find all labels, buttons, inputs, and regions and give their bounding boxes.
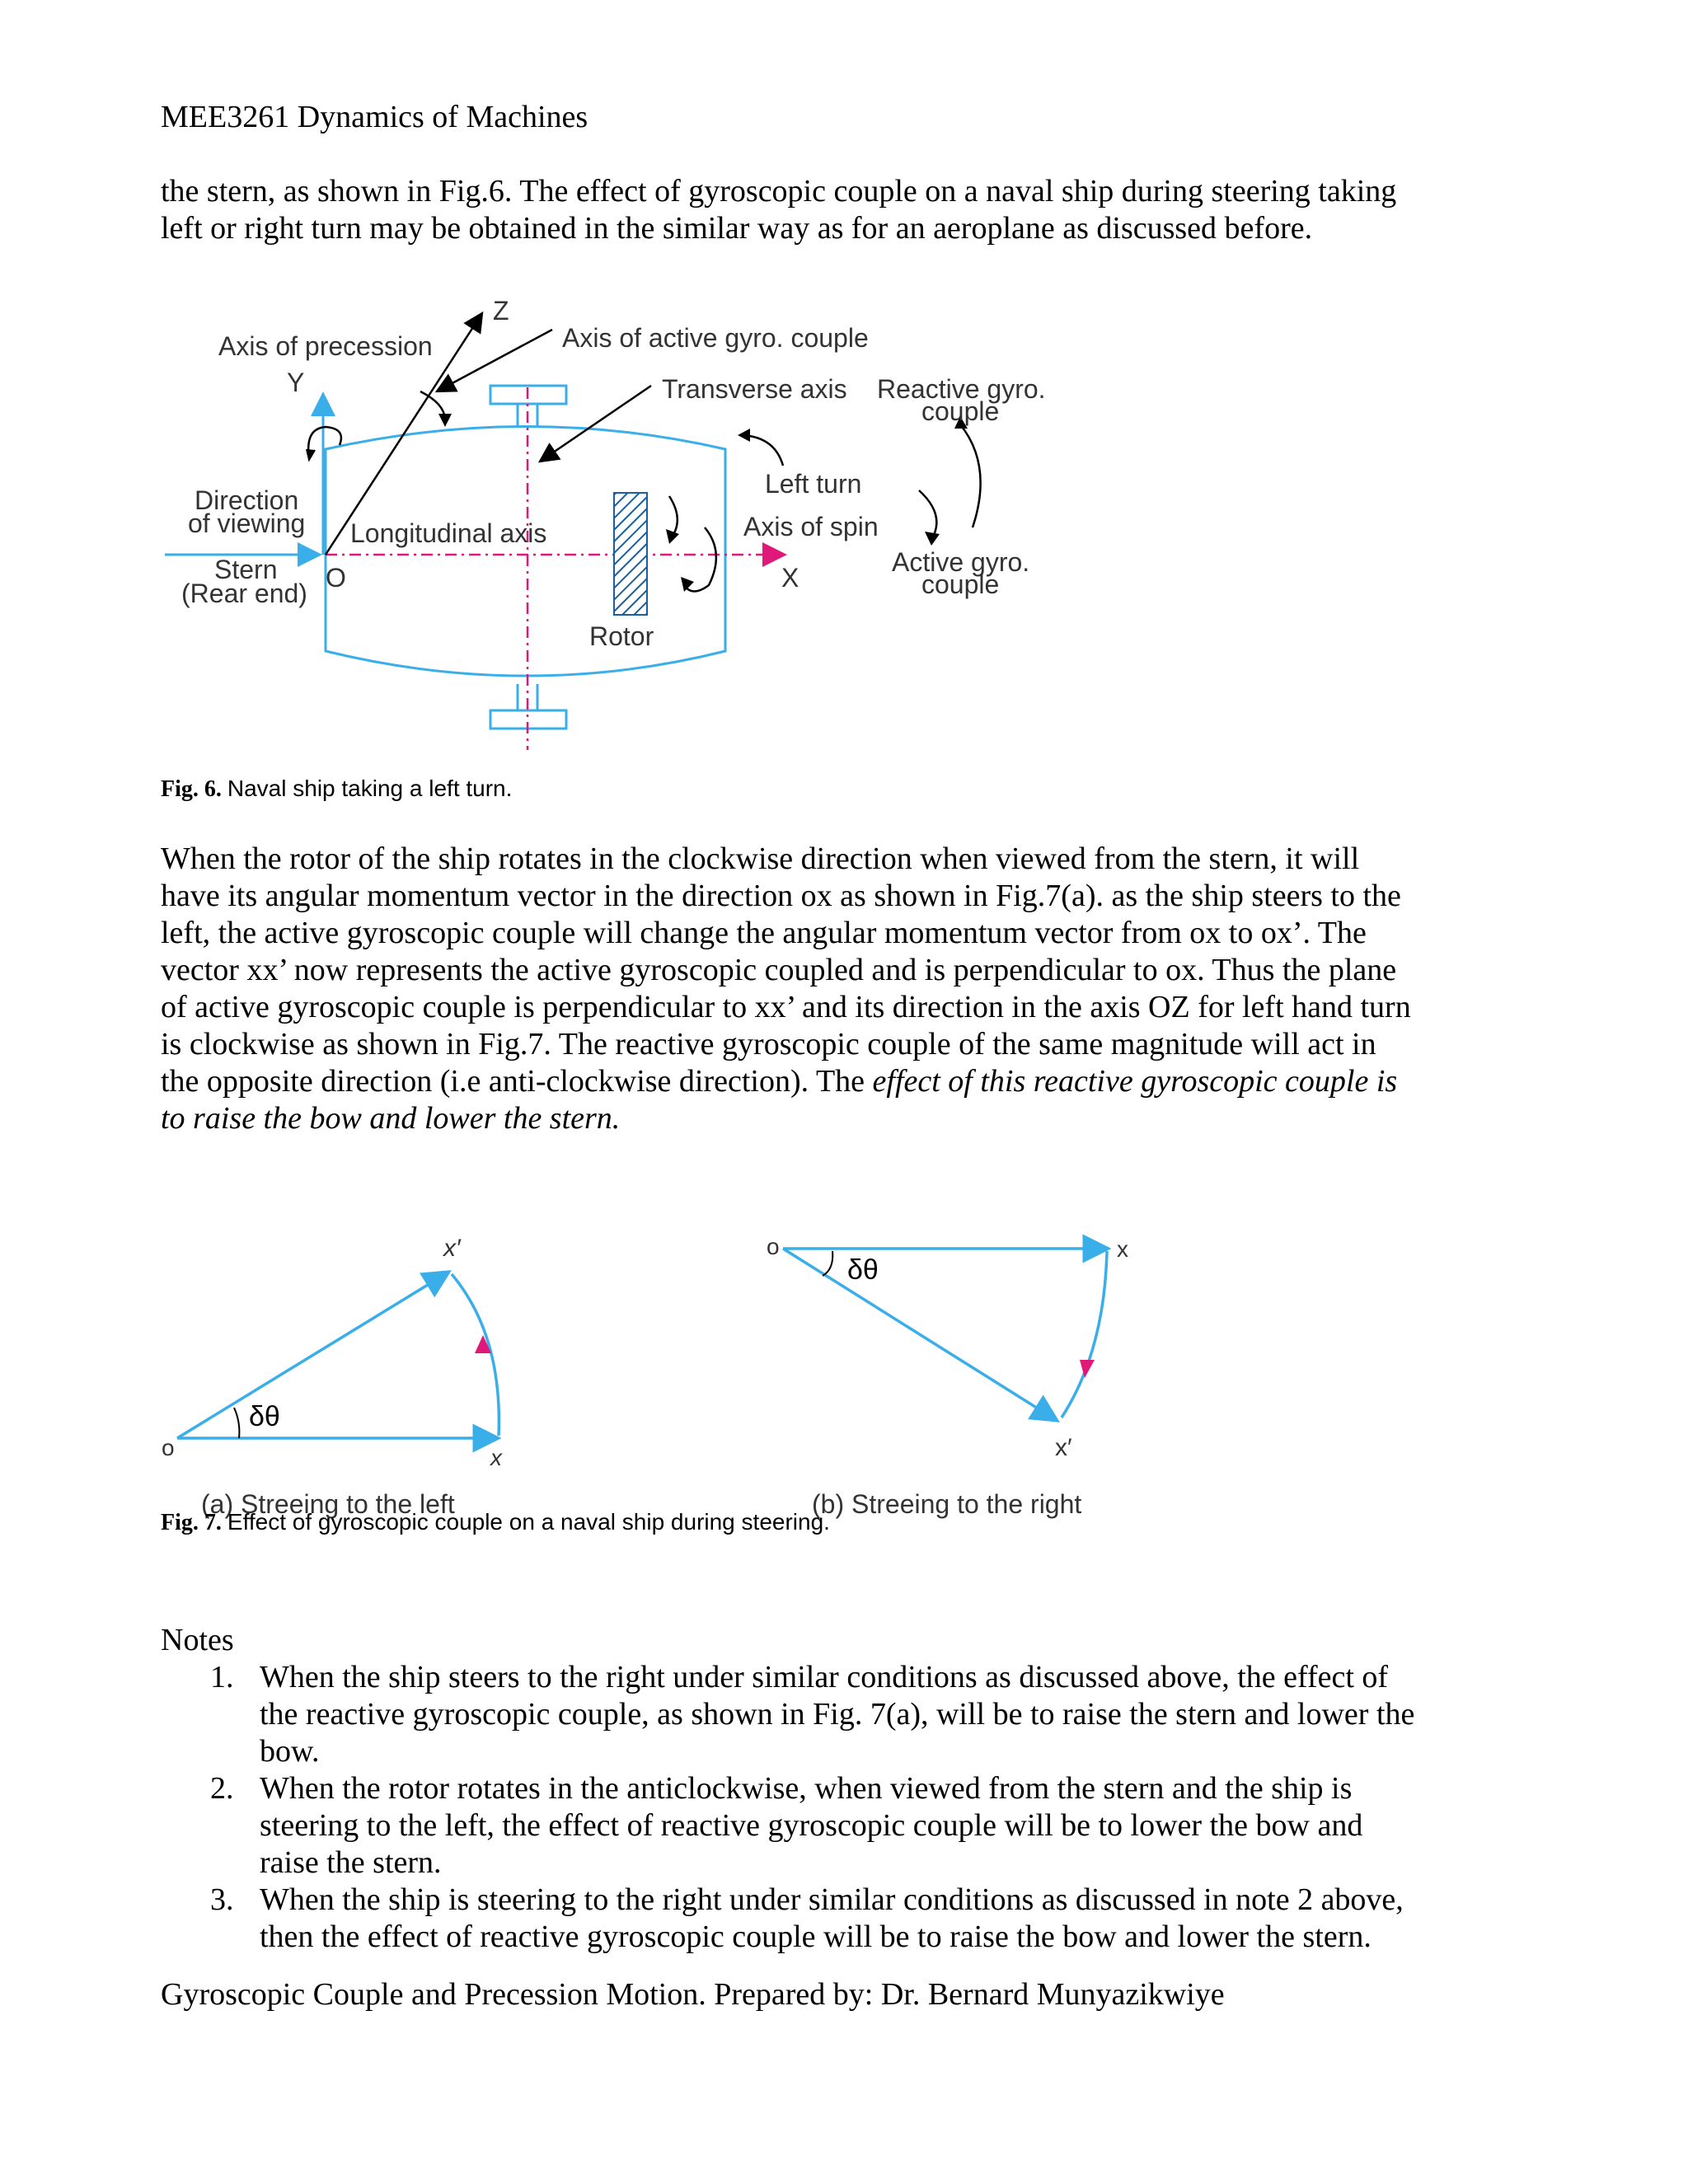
note-line: the reactive gyroscopic couple, as shown in Fig. 7(a), will be to raise the stern and lower the — [260, 1697, 1415, 1732]
fig7b-caption: (b) Streeing to the right — [812, 1489, 1082, 1519]
note-line: then the effect of reactive gyroscopic couple will be to raise the bow and lower the stern. — [260, 1919, 1372, 1954]
label-y: Y — [287, 368, 305, 397]
note-line: When the ship steers to the right under similar conditions as discussed above, the effect of — [260, 1660, 1389, 1694]
note-line: bow. — [260, 1734, 320, 1769]
note-line: When the ship is steering to the right under similar conditions as discussed in note 2 above, — [260, 1882, 1404, 1917]
fig7b — [767, 1234, 1128, 1519]
fig7a-caption: (a) Streeing to the left — [201, 1489, 455, 1519]
label-o: O — [326, 563, 346, 593]
body-line: of active gyroscopic couple is perpendicular to xx’ and its direction in the axis OZ for left hand turn — [161, 990, 1411, 1024]
intro-line: left or right turn may be obtained in the similar way as for an aeroplane as discussed before. — [161, 211, 1313, 246]
note-line: steering to the left, the effect of reactive gyroscopic couple will be to lower the bow and — [260, 1808, 1363, 1843]
body-line7-italic: effect of this reactive gyroscopic couple is — [872, 1064, 1398, 1099]
note-item — [161, 1659, 1488, 1770]
body-line: vector xx’ now represents the active gyroscopic coupled and is perpendicular to ox. Thus the plane — [161, 953, 1397, 987]
fig7b-o: o — [767, 1234, 780, 1259]
note-item — [161, 1770, 1488, 1882]
body-paragraph — [161, 841, 1496, 1137]
fig7-caption-num: Fig. 7. — [161, 1510, 222, 1535]
body-line8-italic: to raise the bow and lower the stern. — [161, 1101, 621, 1136]
notes-title: Notes — [161, 1623, 234, 1657]
fig6-caption — [161, 775, 512, 804]
label-reactive-2: couple — [921, 396, 1000, 426]
label-active-2: couple — [921, 569, 1000, 599]
reactive-couple-arrow — [960, 424, 981, 527]
fig7a — [162, 1235, 503, 1519]
label-reactive-1: Reactive gyro. — [877, 374, 1046, 404]
label-rotor: Rotor — [589, 621, 654, 651]
fig7b-arc — [1062, 1251, 1107, 1418]
fig7a-x: x — [490, 1445, 502, 1470]
label-direction-1: Direction — [195, 485, 299, 515]
fig7a-arc — [452, 1274, 499, 1436]
note-number: 2. — [210, 1771, 234, 1806]
label-z: Z — [493, 296, 509, 326]
body-line: left, the active gyroscopic couple will change the angular momentum vector from ox to ox’. The — [161, 916, 1367, 950]
fig6-caption-num: Fig. 6. — [161, 776, 222, 802]
fig7a-angle-arc — [234, 1408, 239, 1438]
fig7a-angle: δθ — [249, 1401, 280, 1432]
note-number: 1. — [210, 1660, 234, 1694]
body-line: have its angular momentum vector in the direction ox as shown in Fig.7(a). as the ship steers to the — [161, 879, 1401, 913]
page-header: MEE3261 Dynamics of Machines — [161, 100, 588, 134]
fig7-caption — [161, 1508, 830, 1537]
fig7b-x: x — [1117, 1236, 1128, 1262]
label-left-turn: Left turn — [765, 469, 862, 499]
fig7b-pink-arrow — [1080, 1360, 1095, 1378]
fig7a-ox-prime — [177, 1272, 449, 1438]
body-line — [161, 1100, 1496, 1137]
note-number: 3. — [210, 1882, 234, 1917]
fig6-caption-text: Naval ship taking a left turn. — [227, 776, 513, 801]
rotor — [614, 493, 647, 615]
label-x: X — [781, 563, 799, 593]
body-line7-plain: the opposite direction (i.e anti-clockwise direction). The — [161, 1064, 873, 1099]
fig6-diagram — [0, 280, 1688, 775]
note-line: When the rotor rotates in the anticlockwise, when viewed from the stern and the ship is — [260, 1771, 1353, 1806]
label-axis-of-spin: Axis of spin — [743, 512, 879, 541]
active-axis-line — [437, 330, 552, 391]
fig7a-o: o — [162, 1435, 175, 1460]
intro-line: the stern, as shown in Fig.6. The effect of gyroscopic couple on a naval ship during steering taking — [161, 174, 1397, 209]
page-footer: Gyroscopic Couple and Precession Motion. Prepared by: Dr. Bernard Munyazikwiye — [161, 1977, 1225, 2012]
label-axis-of-precession: Axis of precession — [218, 331, 433, 361]
label-transverse: Transverse axis — [662, 374, 847, 404]
label-stern-2: (Rear end) — [181, 579, 307, 608]
body-line: When the rotor of the ship rotates in the clockwise direction when viewed from the stern, it will — [161, 841, 1360, 876]
label-active-1: Active gyro. — [892, 547, 1030, 577]
fig7a-xp: x′ — [443, 1235, 461, 1262]
body-line: is clockwise as shown in Fig.7. The reactive gyroscopic couple of the same magnitude will act in — [161, 1027, 1376, 1062]
label-longitudinal: Longitudinal axis — [350, 518, 547, 548]
fig7b-xp: x′ — [1055, 1434, 1072, 1461]
label-axis-active: Axis of active gyro. couple — [562, 323, 869, 353]
label-direction-2: of viewing — [188, 509, 306, 538]
note-line: raise the stern. — [260, 1845, 442, 1880]
fig7-caption-text: Effect of gyroscopic couple on a naval ship during steering. — [227, 1509, 830, 1535]
body-line — [161, 1063, 1496, 1100]
fig7b-angle: δθ — [847, 1254, 879, 1286]
label-stern-1: Stern — [214, 555, 278, 584]
note-item — [161, 1882, 1488, 1956]
intro-paragraph — [161, 173, 1479, 247]
notes-list — [161, 1659, 1488, 1956]
fig7-diagram — [0, 1220, 1688, 1533]
fig7b-angle-arc — [823, 1251, 832, 1276]
transverse-axis-line — [540, 386, 651, 462]
